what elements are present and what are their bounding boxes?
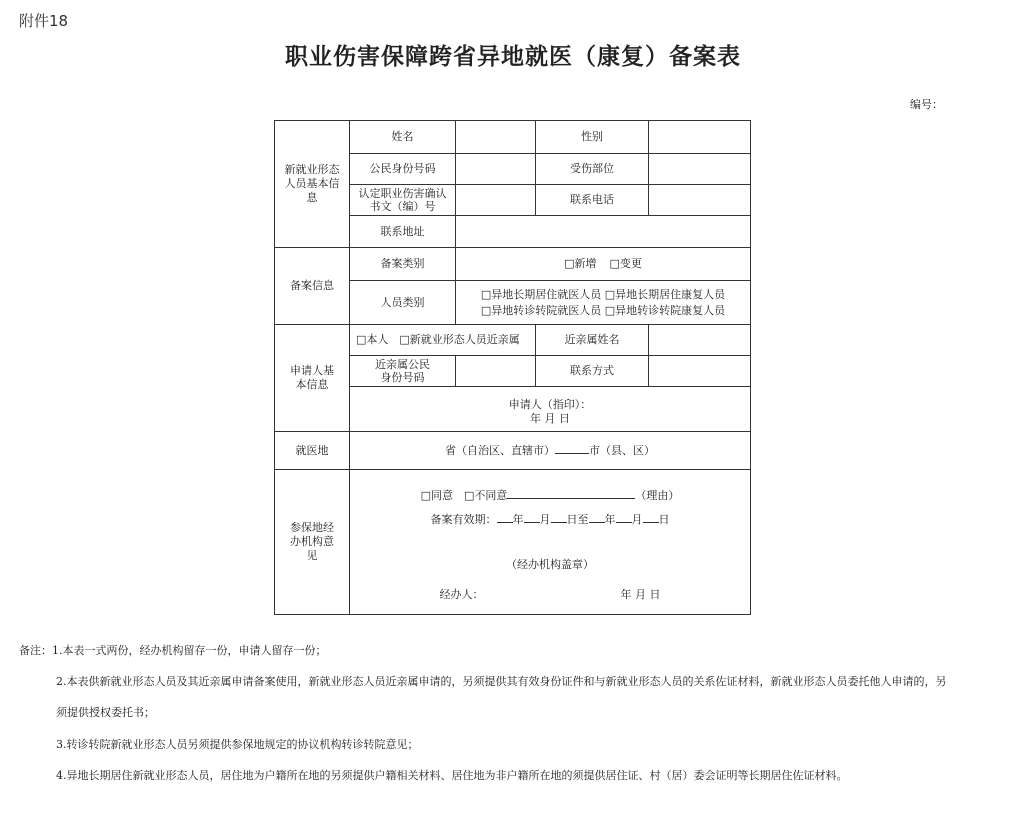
start-month-blank[interactable] (524, 512, 540, 523)
certificate-number-label: 认定职业伤害确认书文（编）号 (350, 185, 456, 216)
location-province-label: 省（自治区、直辖市） (445, 444, 555, 457)
relative-name-label: 近亲属姓名 (536, 325, 649, 356)
relative-id-field[interactable] (456, 356, 536, 387)
handler-row (352, 583, 748, 607)
name-field[interactable] (456, 121, 536, 154)
filing-type-label: 备案类别 (350, 248, 456, 281)
page-title: 职业伤害保障跨省异地就医（康复）备案表 (285, 44, 741, 70)
id-number-label: 公民身份号码 (350, 154, 456, 185)
disagree-checkbox[interactable]: □不同意 (464, 489, 508, 502)
section-opinion (275, 470, 350, 615)
gender-field[interactable] (649, 121, 751, 154)
note-3: 3.转诊转院新就业形态人员另须提供参保地规定的协议机构转诊转院意见； (56, 738, 419, 751)
start-day-blank[interactable] (551, 512, 567, 523)
filing-type-options (456, 248, 751, 281)
address-label: 联系地址 (350, 216, 456, 248)
handler-date: 年 月 日 (620, 588, 661, 601)
opinion-cell (350, 470, 751, 615)
end-month-label: 月 (631, 513, 643, 526)
applicant-signature-label: 申请人（指印）： (508, 398, 592, 411)
start-year-label: 年 (512, 513, 524, 526)
filing-type-change-checkbox[interactable]: □变更 (609, 257, 642, 270)
serial-number-label: 编号： (910, 98, 943, 111)
start-year-blank[interactable] (497, 512, 513, 523)
injury-site-field[interactable] (649, 154, 751, 185)
relation-self-checkbox[interactable]: □本人 (356, 333, 389, 346)
section-basic-info-label: 新就业形态人员基本信息 (284, 163, 340, 204)
phone-field[interactable] (649, 185, 751, 216)
end-day-blank[interactable] (643, 512, 659, 523)
address-field[interactable] (456, 216, 751, 248)
person-type-long-term-medical-checkbox[interactable]: □异地长期居住就医人员 (480, 287, 602, 301)
end-day-label: 日 (658, 513, 670, 526)
gender-label: 性别 (536, 121, 649, 154)
applicant-signature-date: 年 月 日 (530, 412, 570, 425)
note-1: 备注：1.本表一式两份，经办机构留存一份，申请人留存一份； (19, 644, 327, 657)
person-type-long-term-rehab-checkbox[interactable]: □异地长期居住康复人员 (604, 287, 726, 301)
start-month-label: 月 (539, 513, 551, 526)
filing-form-table (274, 120, 751, 615)
section-location: 就医地 (275, 432, 350, 470)
end-month-blank[interactable] (616, 512, 632, 523)
person-type-label: 人员类别 (350, 281, 456, 325)
injury-site-label: 受伤部位 (536, 154, 649, 185)
section-filing-info: 备案信息 (275, 248, 350, 325)
person-type-options (456, 281, 751, 325)
note-2: 2.本表供新就业形态人员及其近亲属申请备案使用，新就业形态人员近亲属申请的，另须提供其有效身份证件和与新就业形态人员的关系佐证材料，新就业形态人员委托他人申请的，另 (56, 675, 947, 688)
person-type-referral-rehab-checkbox[interactable]: □异地转诊转院康复人员 (604, 303, 726, 317)
section-basic-info (275, 121, 350, 248)
attachment-label: 附件18 (19, 12, 69, 30)
certificate-number-field[interactable] (456, 185, 536, 216)
reason-label: （理由） (635, 489, 680, 502)
handler-label: 经办人： (439, 588, 484, 601)
section-opinion-label: 参保地经办机构意见 (290, 521, 334, 562)
name-label: 姓名 (350, 121, 456, 154)
applicant-signature-cell[interactable] (350, 387, 751, 432)
validity-label: 备案有效期： (430, 513, 497, 526)
note-4: 4.异地长期居住新就业形态人员，居住地为户籍所在地的另须提供户籍相关材料、居住地为非户籍所在地的须提供居住证、村（居）委会证明等长期居住佐证材料。 (56, 769, 848, 782)
end-year-label: 年 (604, 513, 616, 526)
start-day-label: 日至 (566, 513, 589, 526)
id-number-field[interactable] (456, 154, 536, 185)
reason-blank[interactable] (507, 488, 635, 499)
section-applicant-label: 申请人基本信息 (290, 364, 334, 391)
section-applicant (275, 325, 350, 432)
note-2-continued: 须提供授权委托书； (56, 706, 155, 719)
end-year-blank[interactable] (589, 512, 605, 523)
contact-field[interactable] (649, 356, 751, 387)
opinion-decision-row (352, 484, 748, 508)
agree-checkbox[interactable]: □同意 (420, 489, 453, 502)
seal-label: （经办机构盖章） (506, 558, 594, 571)
validity-row (352, 508, 748, 532)
relation-relative-checkbox[interactable]: □新就业形态人员近亲属 (399, 333, 520, 346)
contact-label: 联系方式 (536, 356, 649, 387)
relation-options (350, 325, 536, 356)
filing-type-new-checkbox[interactable]: □新增 (564, 257, 597, 270)
relative-name-field[interactable] (649, 325, 751, 356)
phone-label: 联系电话 (536, 185, 649, 216)
person-type-referral-medical-checkbox[interactable]: □异地转诊转院就医人员 (480, 303, 602, 317)
city-blank[interactable] (555, 443, 589, 454)
location-city-label: 市（县、区） (589, 444, 655, 457)
location-field[interactable] (350, 432, 751, 470)
relative-id-label: 近亲属公民身份号码 (350, 356, 456, 387)
